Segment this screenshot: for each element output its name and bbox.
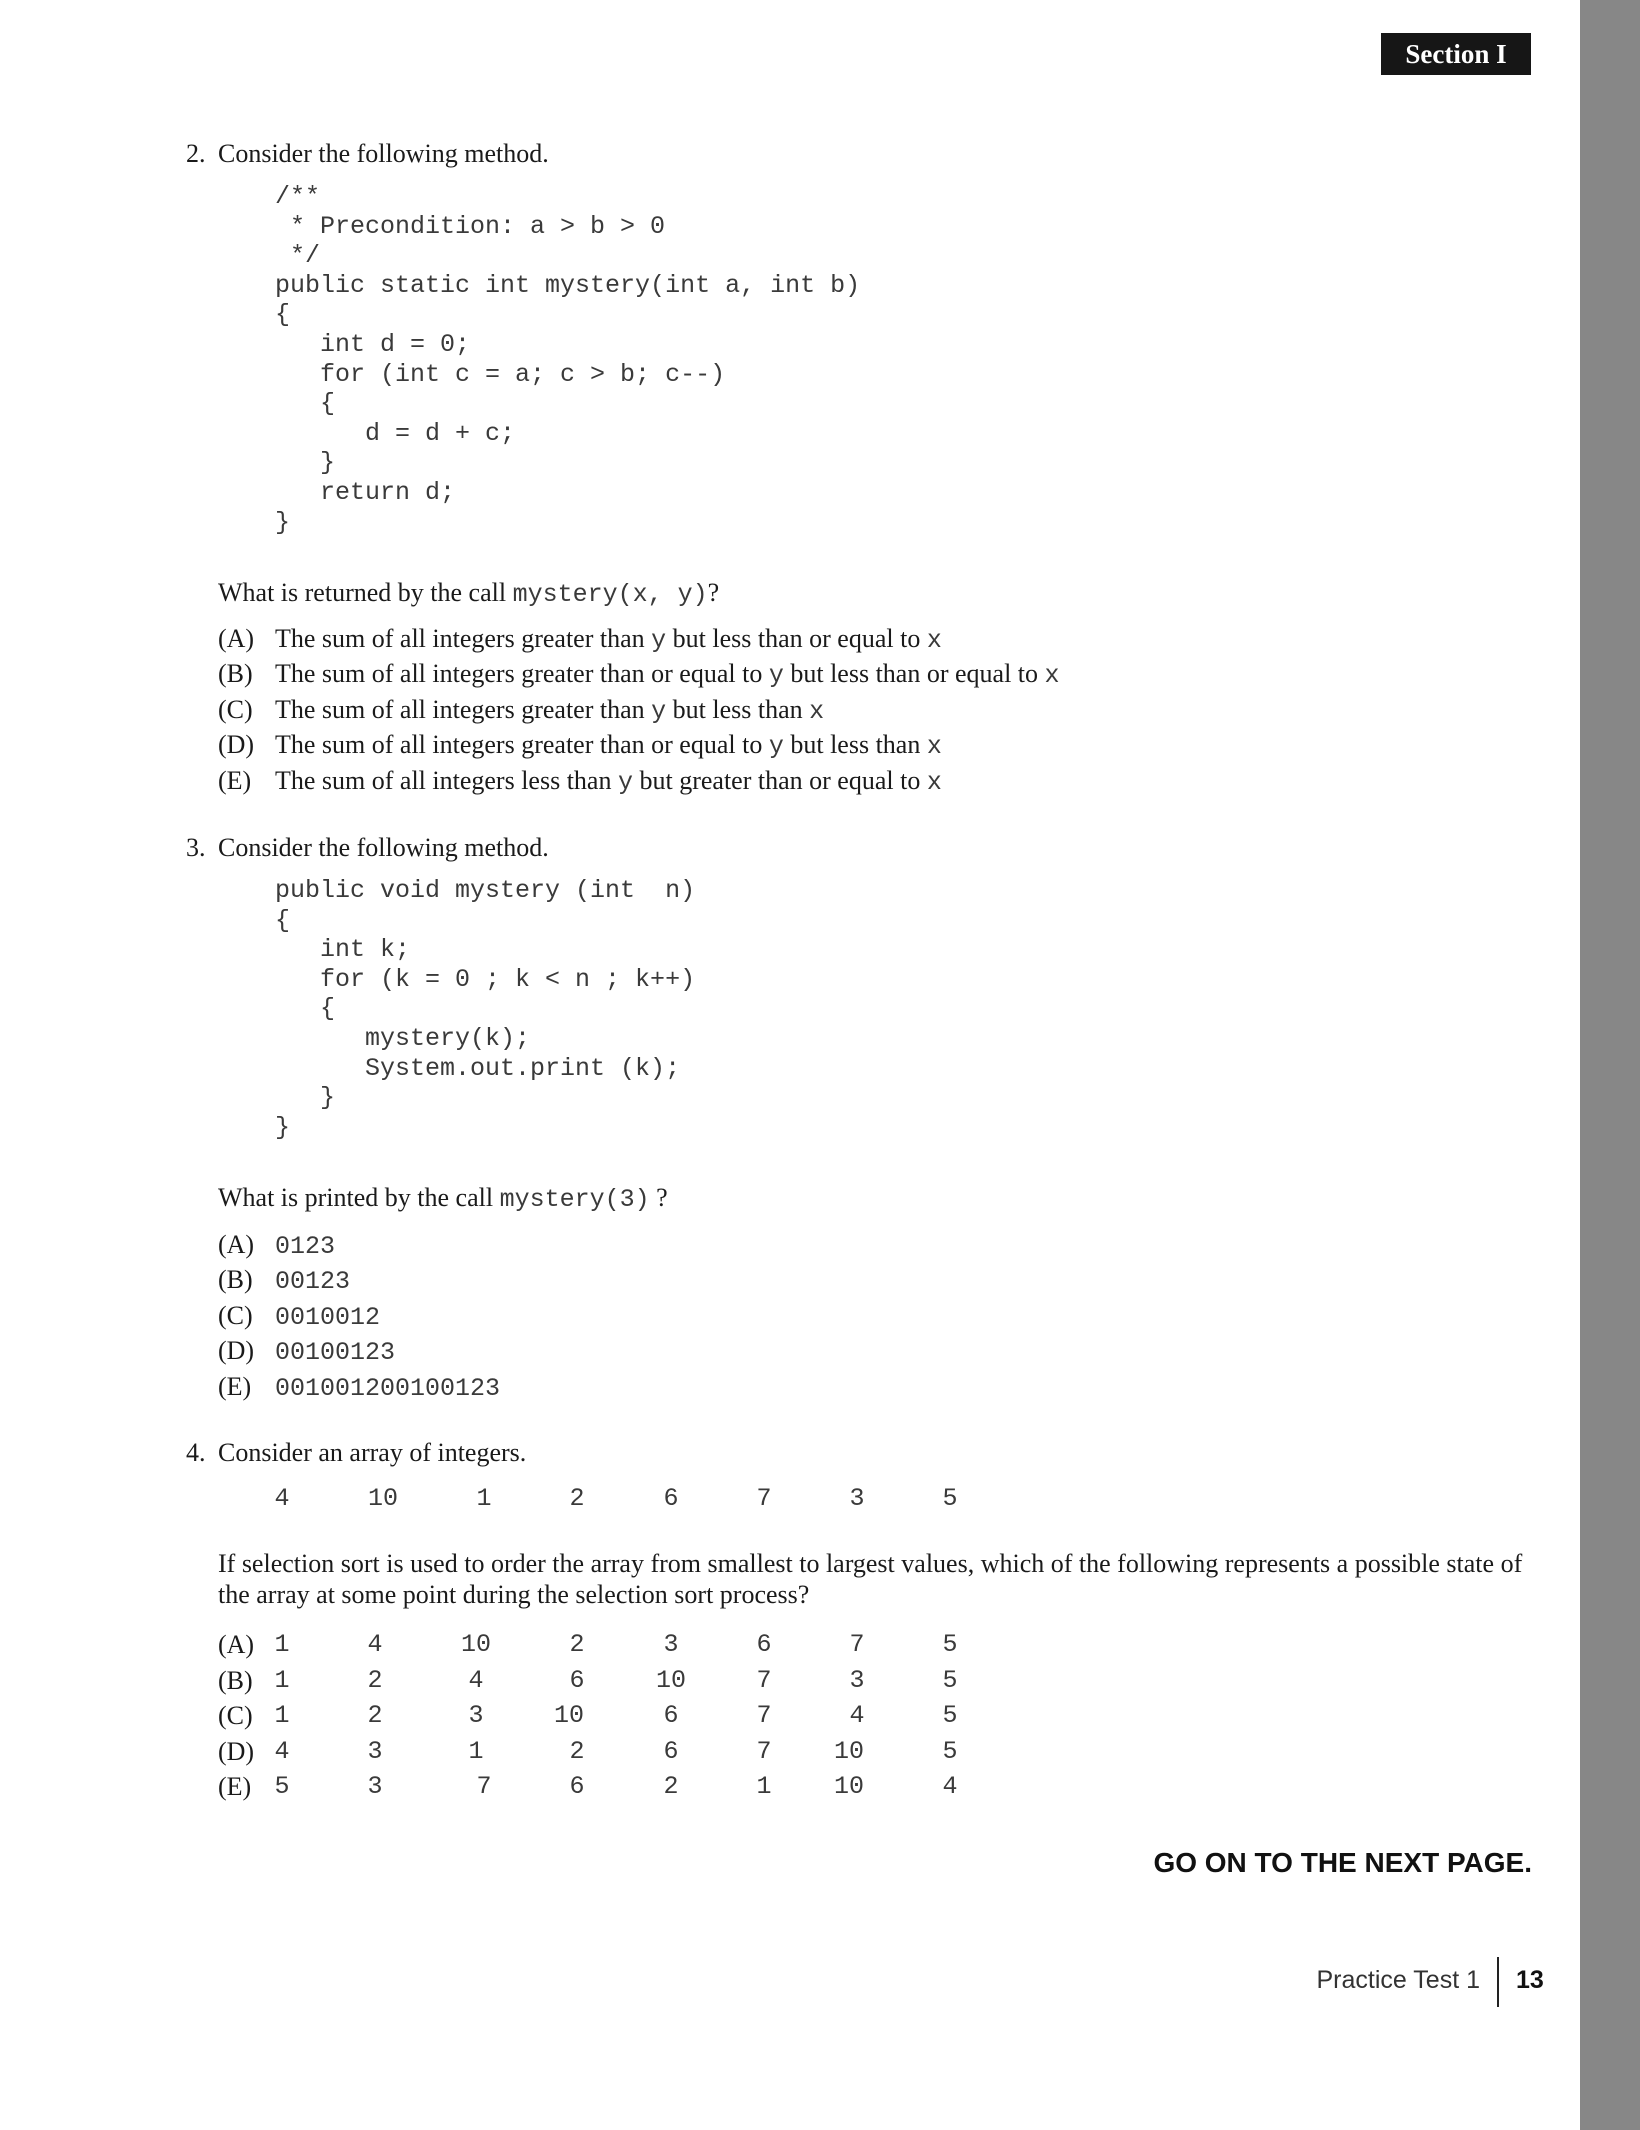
choice-letter: (C) [218, 695, 253, 724]
choice-text: but less than or equal to [783, 659, 1045, 688]
choice-text: The sum of all integers greater than or equal to [275, 730, 769, 759]
choice-cell: 5 [942, 1666, 958, 1695]
choice-cell: 7 [756, 1737, 772, 1766]
choice-value: 00100123 [275, 1338, 396, 1367]
array-cell: 5 [942, 1484, 958, 1513]
q2-code: /** * Precondition: a > b > 0 */ public static int mystery(int a, int b) { int d = 0; for (int c = a; c > b; c--) { d = d + c; } return d; } [275, 182, 861, 537]
q4-question-line2: the array at some point during the selection sort process? [218, 1580, 810, 1609]
choice-cell: 7 [756, 1666, 772, 1695]
choice-text: but less than [783, 730, 927, 759]
choice-value: 00123 [275, 1267, 351, 1296]
choice-cell: 7 [849, 1630, 865, 1659]
q2-question-code: mystery(x, y) [512, 580, 708, 609]
footer-divider [1497, 1957, 1499, 2007]
choice-code: y [768, 661, 784, 690]
q4-question-line1: If selection sort is used to order the array from smallest to largest values, which of the following represents a possible state of [218, 1549, 1523, 1578]
q2-choice-b[interactable] [218, 659, 1060, 690]
choice-cell: 7 [476, 1772, 492, 1801]
choice-cell: 10 [833, 1737, 864, 1766]
choice-cell: 6 [569, 1772, 585, 1801]
q3-number: 3. [186, 833, 206, 862]
choice-cell: 3 [663, 1630, 679, 1659]
choice-letter: (E) [218, 1772, 252, 1801]
choice-letter: (C) [218, 1301, 253, 1330]
choice-cell: 4 [849, 1701, 865, 1730]
choice-cell: 5 [942, 1630, 958, 1659]
choice-cell: 6 [569, 1666, 585, 1695]
choice-code: y [651, 697, 667, 726]
array-cell: 3 [849, 1484, 865, 1513]
choice-letter: (A) [218, 1630, 255, 1659]
q2-number: 2. [186, 139, 206, 168]
choice-text: The sum of all integers greater than [275, 624, 652, 653]
choice-cell: 2 [663, 1772, 679, 1801]
choice-letter: (C) [218, 1701, 253, 1730]
q2-question-suffix: ? [707, 578, 720, 607]
array-cell: 7 [756, 1484, 772, 1513]
choice-cell: 10 [460, 1630, 491, 1659]
choice-cell: 4 [274, 1737, 290, 1766]
choice-cell: 1 [756, 1772, 772, 1801]
choice-cell: 1 [274, 1666, 290, 1695]
footer-test-label: Practice Test 1 [1316, 1966, 1480, 1994]
choice-cell: 5 [942, 1737, 958, 1766]
choice-text: The sum of all integers less than [275, 766, 618, 795]
choice-cell: 6 [663, 1737, 679, 1766]
choice-code: y [617, 768, 633, 797]
choice-code: x [926, 626, 942, 655]
choice-cell: 1 [274, 1630, 290, 1659]
choice-text: but less than or equal to [666, 624, 927, 653]
choice-letter: (B) [218, 1666, 253, 1695]
q3-prompt: Consider the following method. [218, 833, 549, 862]
choice-letter: (D) [218, 730, 255, 759]
choice-code: y [768, 732, 784, 761]
choice-cell: 3 [367, 1772, 383, 1801]
choice-cell: 1 [468, 1737, 484, 1766]
choice-code: x [1044, 661, 1060, 690]
choice-value: 001001200100123 [275, 1374, 501, 1403]
q4-number: 4. [186, 1438, 206, 1467]
choice-letter: (D) [218, 1737, 255, 1766]
go-next-page: GO ON TO THE NEXT PAGE. [1153, 1847, 1532, 1878]
q2-prompt: Consider the following method. [218, 139, 549, 168]
q3-choice-e[interactable] [218, 1372, 500, 1403]
choice-letter: (D) [218, 1336, 255, 1365]
q3-question-code: mystery(3) [499, 1185, 650, 1214]
array-cell: 1 [476, 1484, 492, 1513]
q3-choice-a[interactable] [218, 1230, 335, 1261]
q4-prompt: Consider an array of integers. [218, 1438, 527, 1467]
array-cell: 10 [367, 1484, 398, 1513]
choice-code: x [926, 768, 942, 797]
choice-cell: 10 [553, 1701, 584, 1730]
choice-cell: 10 [655, 1666, 686, 1695]
page-number: 13 [1516, 1966, 1544, 1994]
choice-cell: 4 [468, 1666, 484, 1695]
choice-cell: 1 [274, 1701, 290, 1730]
choice-cell: 2 [367, 1666, 383, 1695]
choice-cell: 3 [367, 1737, 383, 1766]
choice-text: The sum of all integers greater than [275, 695, 652, 724]
q2-question-prefix: What is returned by the call [218, 578, 513, 607]
choice-cell: 4 [367, 1630, 383, 1659]
q3-question [218, 1183, 668, 1214]
q3-code: public void mystery (int n) { int k; for (k = 0 ; k < n ; k++) { mystery(k); System.out.print (k); } } [275, 876, 696, 1142]
q3-question-suffix: ? [649, 1183, 668, 1212]
array-cell: 4 [274, 1484, 290, 1513]
q3-choice-b[interactable] [218, 1265, 350, 1296]
q2-choice-c[interactable] [218, 695, 824, 726]
choice-value: 0010012 [275, 1303, 381, 1332]
side-bar [1580, 0, 1640, 2130]
choice-cell: 6 [756, 1630, 772, 1659]
choice-text: The sum of all integers greater than or equal to [275, 659, 769, 688]
choice-value: 0123 [275, 1232, 336, 1261]
q2-question [218, 578, 719, 609]
q2-choice-a[interactable] [218, 624, 942, 655]
choice-cell: 6 [663, 1701, 679, 1730]
choice-code: x [809, 697, 825, 726]
q3-choice-c[interactable] [218, 1301, 380, 1332]
q3-choice-d[interactable] [218, 1336, 395, 1367]
choice-text: but greater than or equal to [633, 766, 927, 795]
choice-letter: (E) [218, 1372, 252, 1401]
q2-choice-d[interactable] [218, 730, 942, 761]
choice-cell: 2 [569, 1737, 585, 1766]
choice-cell: 3 [849, 1666, 865, 1695]
q3-question-prefix: What is printed by the call [218, 1183, 500, 1212]
choice-cell: 7 [756, 1701, 772, 1730]
array-cell: 6 [663, 1484, 679, 1513]
choice-cell: 4 [942, 1772, 958, 1801]
choice-cell: 2 [367, 1701, 383, 1730]
choice-cell: 5 [274, 1772, 290, 1801]
choice-code: x [926, 732, 942, 761]
choice-cell: 5 [942, 1701, 958, 1730]
q2-choice-e[interactable] [218, 766, 942, 797]
choice-code: y [651, 626, 667, 655]
choice-cell: 2 [569, 1630, 585, 1659]
choice-cell: 10 [833, 1772, 864, 1801]
choice-letter: (A) [218, 624, 255, 653]
choice-letter: (B) [218, 1265, 253, 1294]
choice-letter: (A) [218, 1230, 255, 1259]
choice-text: but less than [666, 695, 810, 724]
choice-letter: (B) [218, 659, 253, 688]
array-cell: 2 [569, 1484, 585, 1513]
choice-letter: (E) [218, 766, 252, 795]
choice-cell: 3 [468, 1701, 484, 1730]
section-tag: Section I [1381, 33, 1531, 75]
